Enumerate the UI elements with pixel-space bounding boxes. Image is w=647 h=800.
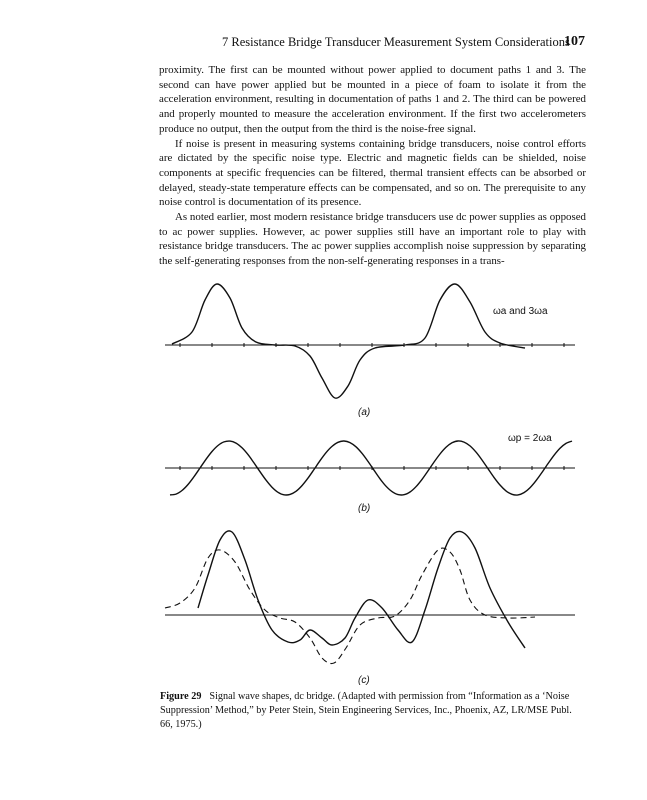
panel-a-label: (a) xyxy=(358,407,371,418)
wave-plots xyxy=(150,270,595,690)
panel-a-wave xyxy=(172,284,525,398)
figure-number: Figure 29 xyxy=(160,691,202,702)
panel-b-label: (b) xyxy=(358,503,371,514)
panel-c-signal-wave xyxy=(165,548,535,663)
paragraph: proximity. The first can be mounted without power applied to document paths 1 and 3. The second can have power applied but be mounted in a piece of foam to isolate it from the acceleration environment, resulting in documentation of paths 1 and 2. The third can be powered and properly mounted to measure the acceleration environment. If the first two accelerometers produce no output, then the output from the third is the noise-free signal. xyxy=(159,64,586,135)
chapter-title: 7 Resistance Bridge Transducer Measurement System Considerations xyxy=(222,35,570,49)
panel-c-sum-wave xyxy=(198,531,525,648)
signal-wave-figure xyxy=(150,270,595,690)
panel-a-annotation: ωa and 3ωa xyxy=(493,306,548,317)
panel-c-label: (c) xyxy=(358,675,370,686)
paragraph: As noted earlier, most modern resistance bridge transducers use dc power supplies as opposed to ac power supplies. However, ac power supplies still have an important role to play with resistance bridge transducers. The ac power supplies accomplish noise suppression by separating the self-generating responses from the non-self-generating responses in a trans- xyxy=(159,211,586,268)
panel-b-annotation: ωp = 2ωa xyxy=(508,433,552,444)
caption-text: Signal wave shapes, dc bridge. (Adapted with permission from “Information as a ‘Noise Suppression’ Method,” by Peter Stein, Stein Engineering Services, Inc., Phoenix, AZ, LR/MSE Publ. 66, 1975.) xyxy=(160,691,572,730)
body-text xyxy=(159,63,586,269)
paragraph: If noise is present in measuring systems containing bridge transducers, noise control efforts are dictated by the specific noise type. Electric and magnetic fields can be shielded, noise components at specific frequencies can be filtered, thermal transient effects can be absorbed or delayed, steady-state temperature effects can be compensated, and so on. The prerequisite to any noise control is documentation of its presence. xyxy=(159,137,586,209)
running-header xyxy=(160,35,585,51)
page-number: 107 xyxy=(564,34,585,49)
figure-caption xyxy=(160,690,585,732)
